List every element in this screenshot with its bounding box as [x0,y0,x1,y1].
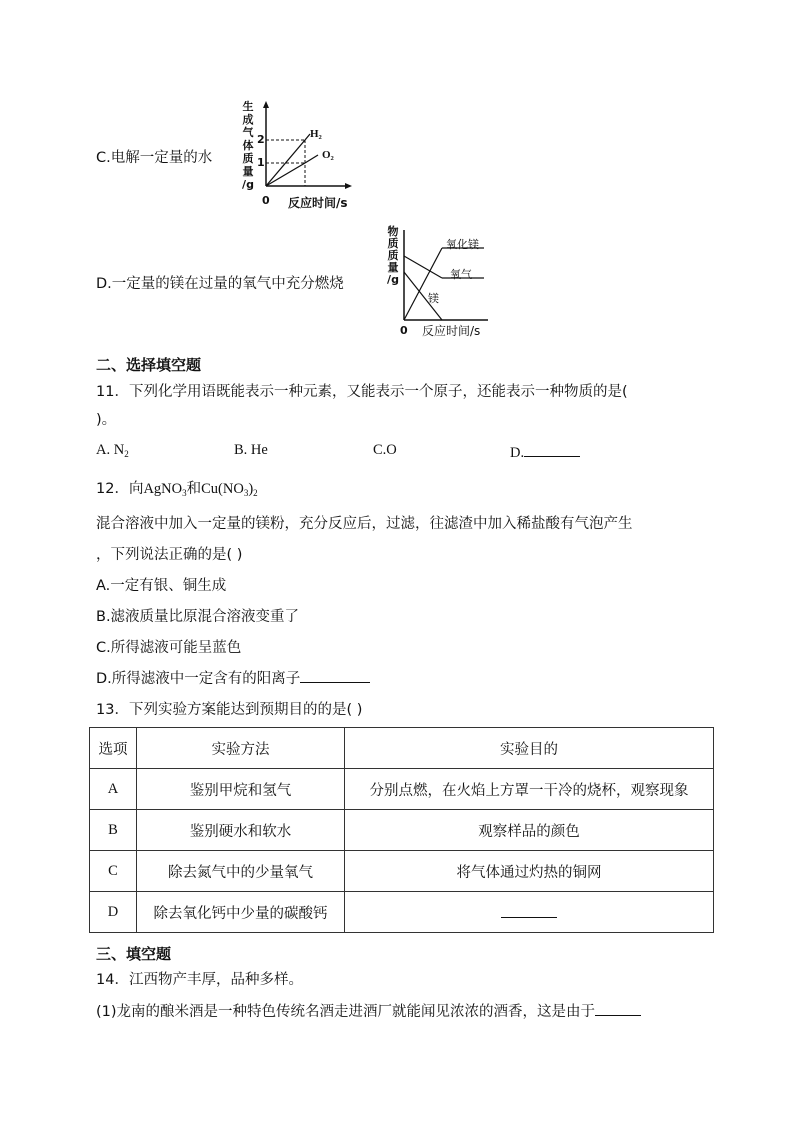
graph-c [238,100,358,212]
q13-stem: 13．下列实验方案能达到预期目的的是( ) [96,702,363,718]
table-row [90,892,714,933]
graph-c-ylabel: 生 成 气 体 质 量 /g [242,100,254,191]
q12-option-c: C.所得滤液可能呈蓝色 [96,640,242,656]
q14-stem: 14．江西物产丰厚，品种多样。 [96,972,303,988]
q11-answer-blank[interactable] [524,442,580,457]
graph-c-x-arrow [345,183,352,189]
row-label: C [90,851,137,892]
graph-c-y-arrow [263,101,269,108]
row-method: 鉴别甲烷和氢气 [137,769,345,810]
q12-answer-blank[interactable] [300,668,370,683]
q12-line3: ，下列说法正确的是( ) [96,547,243,563]
q14-part1: (1)龙南的酿米酒是一种特色传统名酒走进酒厂就能闻见浓浓的酒香，这是由于 [96,1000,641,1021]
graph-d-ylabel: 物 质 质 量 /g [387,225,399,286]
option-c-text: C.电解一定量的水 [96,150,213,166]
graph-d-origin: 0 [400,324,408,337]
row-label: B [90,810,137,851]
graph-d-mgo-label: 氧化镁 [446,238,479,251]
graph-c-o2-label: O₂ [322,149,334,161]
graph-d [384,226,504,338]
q11-option-c: C.O [373,442,397,458]
section-3-title: 三、填空题 [96,945,172,963]
section-2-title: 二、选择填空题 [96,356,202,374]
q14-answer-blank[interactable] [595,1001,641,1016]
q11-option-a: A. $N_2$ [96,442,129,459]
row-method: 鉴别硬水和软水 [137,810,345,851]
q12-option-a: A.一定有银、铜生成 [96,578,227,594]
row-purpose: 观察样品的颜色 [345,810,714,851]
table-row [90,851,714,892]
graph-c-o2-line [266,163,305,186]
row-method: 除去氮气中的少量氧气 [137,851,345,892]
graph-c-origin: 0 [262,194,270,207]
q13-table [89,727,714,933]
q12-option-b: B.滤液质量比原混合溶液变重了 [96,609,300,625]
graph-c-tick-1: 1 [257,156,265,169]
q12-stem: 12．向AgNO$_3$和$Cu(NO_3)_2$ [96,481,258,498]
row-purpose-blank-cell [345,892,714,933]
row-purpose: 将气体通过灼热的铜网 [345,851,714,892]
graph-d-mg-label: 镁 [428,292,439,305]
row-method: 除去氧化钙中少量的碳酸钙 [137,892,345,933]
header-option: 选项 [90,728,137,769]
q12-line2: 混合溶液中加入一定量的镁粉，充分反应后，过滤，往滤渣中加入稀盐酸有气泡产生 [96,516,633,532]
header-purpose: 实验目的 [345,728,714,769]
row-label: A [90,769,137,810]
q11-stem-tail: )。 [96,412,117,428]
option-d-text: D.一定量的镁在过量的氧气中充分燃烧 [96,276,344,292]
row-label: D [90,892,137,933]
q12-option-d: D.所得滤液中一定含有的阳离子 [96,667,370,688]
row-purpose: 分别点燃，在火焰上方罩一干冷的烧杯，观察现象 [345,769,714,810]
graph-c-h2-label: H₂ [310,128,322,140]
q11-option-d: D. [510,442,580,462]
table-row [90,769,714,810]
header-method: 实验方法 [137,728,345,769]
graph-c-xlabel: 反应时间/s [288,196,348,210]
q11-stem: 11．下列化学用语既能表示一种元素，又能表示一个原子，还能表示一种物质的是( [96,384,628,400]
table-row [90,810,714,851]
graph-c-tick-2: 2 [257,133,265,146]
q11-option-b: B. He [234,442,268,458]
graph-d-xlabel: 反应时间/s [422,324,481,338]
graph-d-o2-label: 氧气 [450,268,472,281]
q13-answer-blank[interactable] [501,903,557,918]
table-header-row [90,728,714,769]
